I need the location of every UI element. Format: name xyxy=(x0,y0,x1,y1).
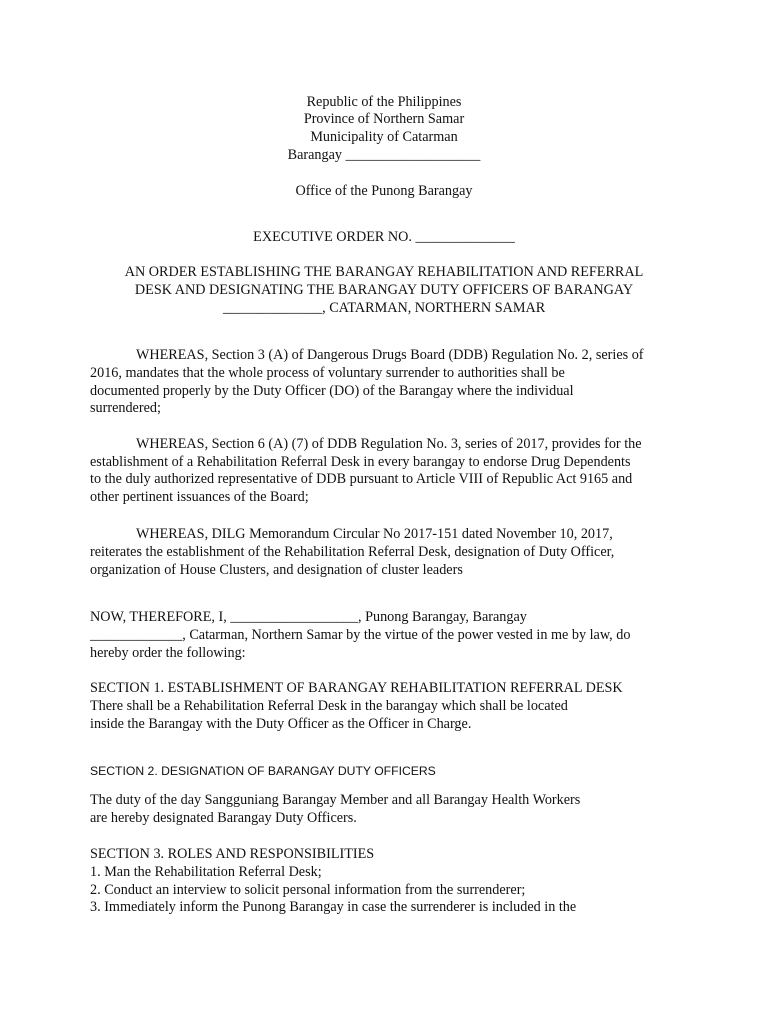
now-therefore-line: hereby order the following: xyxy=(90,645,246,661)
header-barangay: Barangay ___________________ xyxy=(287,147,481,163)
whereas-paragraph-line: to the duly authorized representative of DDB pursuant to Article VIII of Republic Act 9165 and xyxy=(90,471,633,487)
whereas-paragraph-line: establishment of a Rehabilitation Referral Desk in every barangay to endorse Drug Dependents xyxy=(90,454,631,470)
header-province: Province of Northern Samar xyxy=(303,111,465,127)
section-3-heading: SECTION 3. ROLES AND RESPONSIBILITIES xyxy=(90,846,375,862)
list-item: 2. Conduct an interview to solicit personal information from the surrenderer; xyxy=(90,882,526,898)
section-2-text-line: are hereby designated Barangay Duty Officers. xyxy=(90,810,357,826)
whereas-paragraph-line: surrendered; xyxy=(90,400,161,416)
whereas-paragraph-line: documented properly by the Duty Officer (DO) of the Barangay where the individual xyxy=(90,383,574,399)
whereas-paragraph-line: organization of House Clusters, and designation of cluster leaders xyxy=(90,562,463,578)
order-title-line: ______________, CATARMAN, NORTHERN SAMAR xyxy=(222,300,546,316)
section-1-text-line: There shall be a Rehabilitation Referral Desk in the barangay which shall be located xyxy=(90,698,568,714)
section-2-heading: SECTION 2. DESIGNATION OF BARANGAY DUTY OFFICERS xyxy=(90,764,436,778)
header-municipality: Municipality of Catarman xyxy=(310,129,458,145)
list-item: 1. Man the Rehabilitation Referral Desk; xyxy=(90,864,322,880)
whereas-paragraph-line: WHEREAS, DILG Memorandum Circular No 2017-151 dated November 10, 2017, xyxy=(136,526,613,542)
section-1-heading: SECTION 1. ESTABLISHMENT OF BARANGAY REHABILITATION REFERRAL DESK xyxy=(90,680,623,696)
whereas-paragraph-line: other pertinent issuances of the Board; xyxy=(90,489,309,505)
whereas-paragraph-line: WHEREAS, Section 6 (A) (7) of DDB Regulation No. 3, series of 2017, provides for the xyxy=(136,436,642,452)
now-therefore-line: NOW, THEREFORE, I, __________________, Punong Barangay, Barangay xyxy=(90,609,527,625)
whereas-paragraph-line: WHEREAS, Section 3 (A) of Dangerous Drugs Board (DDB) Regulation No. 2, series of xyxy=(136,347,644,363)
order-title-line: AN ORDER ESTABLISHING THE BARANGAY REHABILITATION AND REFERRAL xyxy=(124,264,644,280)
whereas-paragraph-line: 2016, mandates that the whole process of voluntary surrender to authorities shall be xyxy=(90,365,565,381)
section-1-text-line: inside the Barangay with the Duty Officer as the Officer in Charge. xyxy=(90,716,472,732)
header-republic: Republic of the Philippines xyxy=(306,94,462,110)
header-office: Office of the Punong Barangay xyxy=(295,183,473,199)
whereas-paragraph-line: reiterates the establishment of the Rehabilitation Referral Desk, designation of Duty Officer, xyxy=(90,544,615,560)
list-item: 3. Immediately inform the Punong Barangay in case the surrenderer is included in the xyxy=(90,899,577,915)
section-2-text-line: The duty of the day Sangguniang Barangay Member and all Barangay Health Workers xyxy=(90,792,581,808)
order-title-line: DESK AND DESIGNATING THE BARANGAY DUTY OFFICERS OF BARANGAY xyxy=(134,282,634,298)
executive-order-number: EXECUTIVE ORDER NO. ______________ xyxy=(253,229,515,245)
now-therefore-line: _____________, Catarman, Northern Samar by the virtue of the power vested in me by law, do xyxy=(90,627,631,643)
